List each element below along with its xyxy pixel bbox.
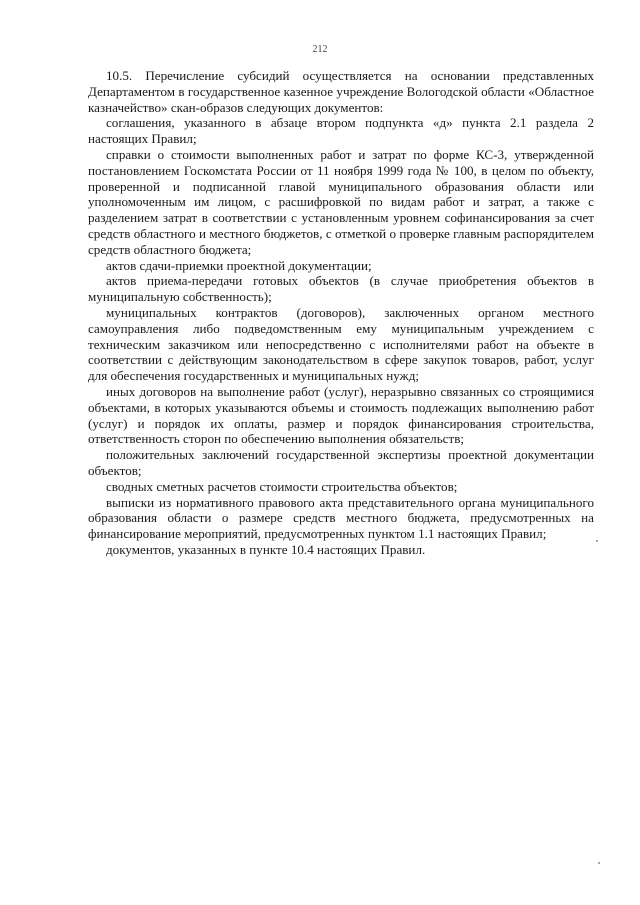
paragraph-cost-estimates: сводных сметных расчетов стоимости строительства объектов; bbox=[106, 478, 458, 494]
scan-speck bbox=[598, 862, 600, 864]
paragraph-ks3-certificate: справки о стоимости выполненных работ и затрат по форме КС-3, утвержденной постановлением Госкомстата России от 11 ноября 1999 года № 100, в целом по объекту, проверенной и подписанной главой муниципального образования области или уполномоченным им лицом, с расшифровкой по видам работ и затрат, а также с разделением затрат в соответствии с установленным уровнем софинансирования за счет средств областного и местного бюджетов, с отметкой о проверке главным распорядителем средств областного бюджета; bbox=[88, 146, 594, 257]
paragraph-design-acceptance-acts: актов сдачи-приемки проектной документации; bbox=[106, 257, 372, 273]
page-number: 212 bbox=[312, 44, 328, 55]
scan-speck bbox=[596, 540, 598, 542]
paragraph-other-contracts: иных договоров на выполнение работ (услуг), неразрывно связанных со строящимися объектами, в которых указываются объемы и стоимость подлежащих выполнению работ (услуг) и порядок их оплаты, размер и порядок финансирования строительства, ответственность сторон по обеспечению выполнения обязательств; bbox=[88, 383, 594, 447]
paragraph-budget-extracts: выписки из нормативного правового акта представительного органа муниципального образования области о размере средств местного бюджета, предусмотренных на финансирование мероприятий, предусмотренных пунктом 1.1 настоящих Правил; bbox=[88, 494, 594, 542]
document-body bbox=[88, 68, 594, 558]
paragraph-expertise-conclusions: положительных заключений государственной экспертизы проектной документации объектов; bbox=[88, 447, 594, 478]
paragraph-documents-10-4: документов, указанных в пункте 10.4 настоящих Правил. bbox=[106, 541, 426, 557]
paragraph-10-5: 10.5. Перечисление субсидий осуществляется на основании представленных Департаментом в государственное казенное учреждение Вологодской области «Областное казначейство» скан-образов следующих документов: bbox=[88, 68, 594, 115]
paragraph-municipal-contracts: муниципальных контрактов (договоров), заключенных органом местного самоуправления либо подведомственным ему муниципальным учреждением с техническим заказчиком или непосредственно с исполнителями работ на объекте в соответствии с действующим законодательством в сфере закупок товаров, работ, услуг для обеспечения государственных и муниципальных нужд; bbox=[88, 304, 594, 384]
paragraph-agreement: соглашения, указанного в абзаце втором подпункта «д» пункта 2.1 раздела 2 настоящих Правил; bbox=[88, 115, 594, 147]
paragraph-transfer-acts: актов приема-передачи готовых объектов (в случае приобретения объектов в муниципальную собственность); bbox=[88, 273, 594, 305]
